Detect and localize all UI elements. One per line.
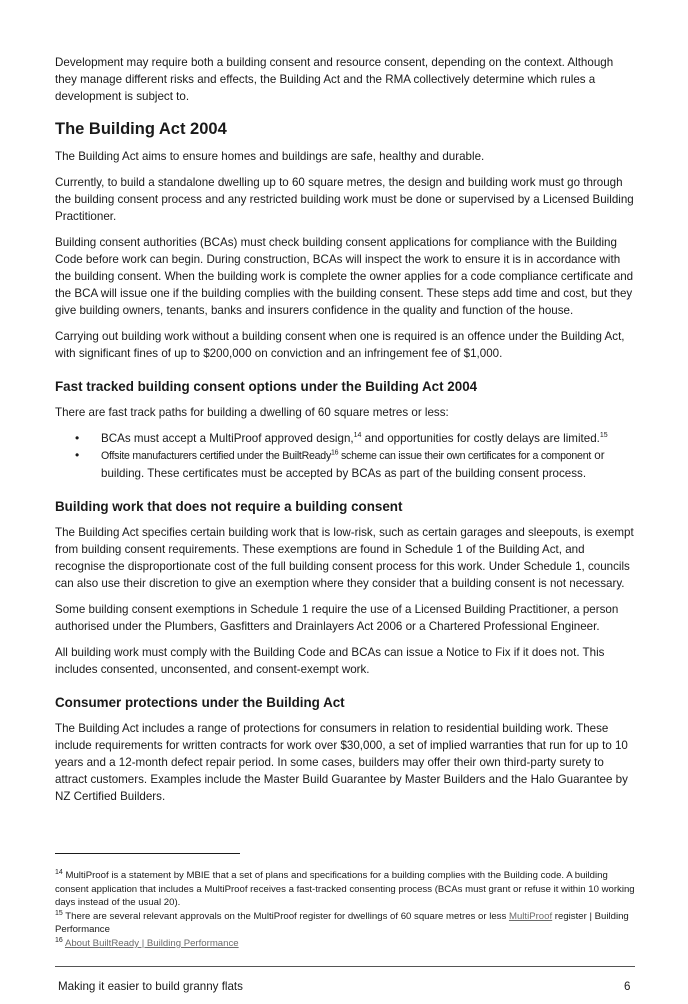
paragraph: All building work must comply with the Building Code and BCAs can issue a Notice to Fix if it does not. This includes consented, unconsented, and consent-exempt work. <box>55 646 605 676</box>
footer-title: Making it easier to build granny flats <box>58 980 243 993</box>
page-number: 6 <box>624 980 631 993</box>
paragraph: The Building Act includes a range of protections for consumers in relation to residential building work. These include requirements for written contracts for work over $30,000, a set of implied warranties that run for up to 10 years and a 12-month defect repair period. In some cases, builders may offer their own third-party surety to attract customers. Examples include the Master Build Guarantee by Master Builders and the Halo Guarantee by NZ Certified Builders. <box>55 722 628 803</box>
footnote-ref[interactable]: 14 <box>353 432 362 440</box>
footnote-16: $^{16}$ About BuiltReady | Building Performance <box>55 936 239 949</box>
bullet-icon: • <box>75 448 80 462</box>
footnote-15: $^{15}$ There are several relevant approvals on the MultiProof register for dwellings of 60 square metres or less MultiProof register | Building Performance <box>55 909 629 936</box>
paragraph: Some building consent exemptions in Schedule 1 require the use of a Licensed Building Practitioner, a person authorised under the Plumbers, Gasfitters and Drainlayers Act 2006 or a Chartered Professional Engineer. <box>55 603 619 633</box>
section-heading-consumer-protections: Consumer protections under the Building Act <box>55 695 345 710</box>
section-heading-exempt-work: Building work that does not require a building consent <box>55 499 403 514</box>
paragraph: There are fast track paths for building a dwelling of 60 square metres or less: <box>55 406 449 419</box>
footnote-ref[interactable]: 16 <box>331 449 339 457</box>
footnotes <box>55 869 635 951</box>
paragraph: The Building Act aims to ensure homes and buildings are safe, healthy and durable. <box>55 150 485 163</box>
paragraph: Building consent authorities (BCAs) must check building consent applications for compliance with the Building Code before work can begin. During construction, BCAs will inspect the work to ensure it is in accordance with the building consent. When the building work is complete the owner applies for a code compliance certificate and the BCA will issue one if the building complies with the building consent. These steps add time and cost, but they give building owners, tenants, banks and insurers confidence in the quality and function of the house. <box>55 236 634 317</box>
multiproof-link[interactable]: MultiProof <box>508 910 553 922</box>
section-heading-building-act: The Building Act 2004 <box>55 120 227 138</box>
footnote-14: $^{14}$ MultiProof is a statement by MBIE that a set of plans and specifications for a building complies with the Building code. A building consent application that includes a MultiProof receives a fast-tracked consenting process (BCAs must grant or refuse it within 10 working days instead of the usual 20). <box>55 868 635 909</box>
list-item: • BCAs must accept a MultiProof approved design,$^{14}$ and opportunities for costly delays are limited.$^{15}$ <box>75 431 608 445</box>
page-content <box>55 54 635 814</box>
paragraph: Currently, to build a standalone dwelling up to 60 square metres, the design and building work must go through the building consent process and any restricted building work must be done or supervised by a Licensed Building Practitioner. <box>55 176 634 223</box>
footnote-divider <box>55 853 240 854</box>
bullet-list <box>55 430 635 482</box>
footer-divider <box>55 966 635 967</box>
list-item: • Offsite manufacturers certified under the BuiltReady$^{16}$ scheme can issue their own certificates for a component or building. These certificates must be accepted by BCAs as part of the building consent process. <box>75 448 605 480</box>
paragraph: Carrying out building work without a building consent when one is required is an offence under the Building Act, with significant fines of up to $200,000 on conviction and an infringement fee of $1,000. <box>55 330 625 360</box>
intro-paragraph: Development may require both a building consent and resource consent, depending on the context. Although they manage different risks and effects, the Building Act and the RMA collectively determine which rules a development is subject to. <box>55 56 614 103</box>
paragraph: The Building Act specifies certain building work that is low-risk, such as certain garages and sleepouts, is exempt from building consent requirements. These exemptions are found in Schedule 1 of the Building Act, and recognise the disproportionate cost of the full building consent process for this work. Under Schedule 1, councils can also use their discretion to give an exemption where they consider that a building consent is not necessary. <box>55 526 634 590</box>
footnote-ref[interactable]: 15 <box>599 432 608 440</box>
builtready-link[interactable]: About BuiltReady | Building Performance <box>64 937 239 949</box>
bullet-icon: • <box>75 431 80 445</box>
section-heading-fast-track: Fast tracked building consent options under the Building Act 2004 <box>55 379 478 394</box>
